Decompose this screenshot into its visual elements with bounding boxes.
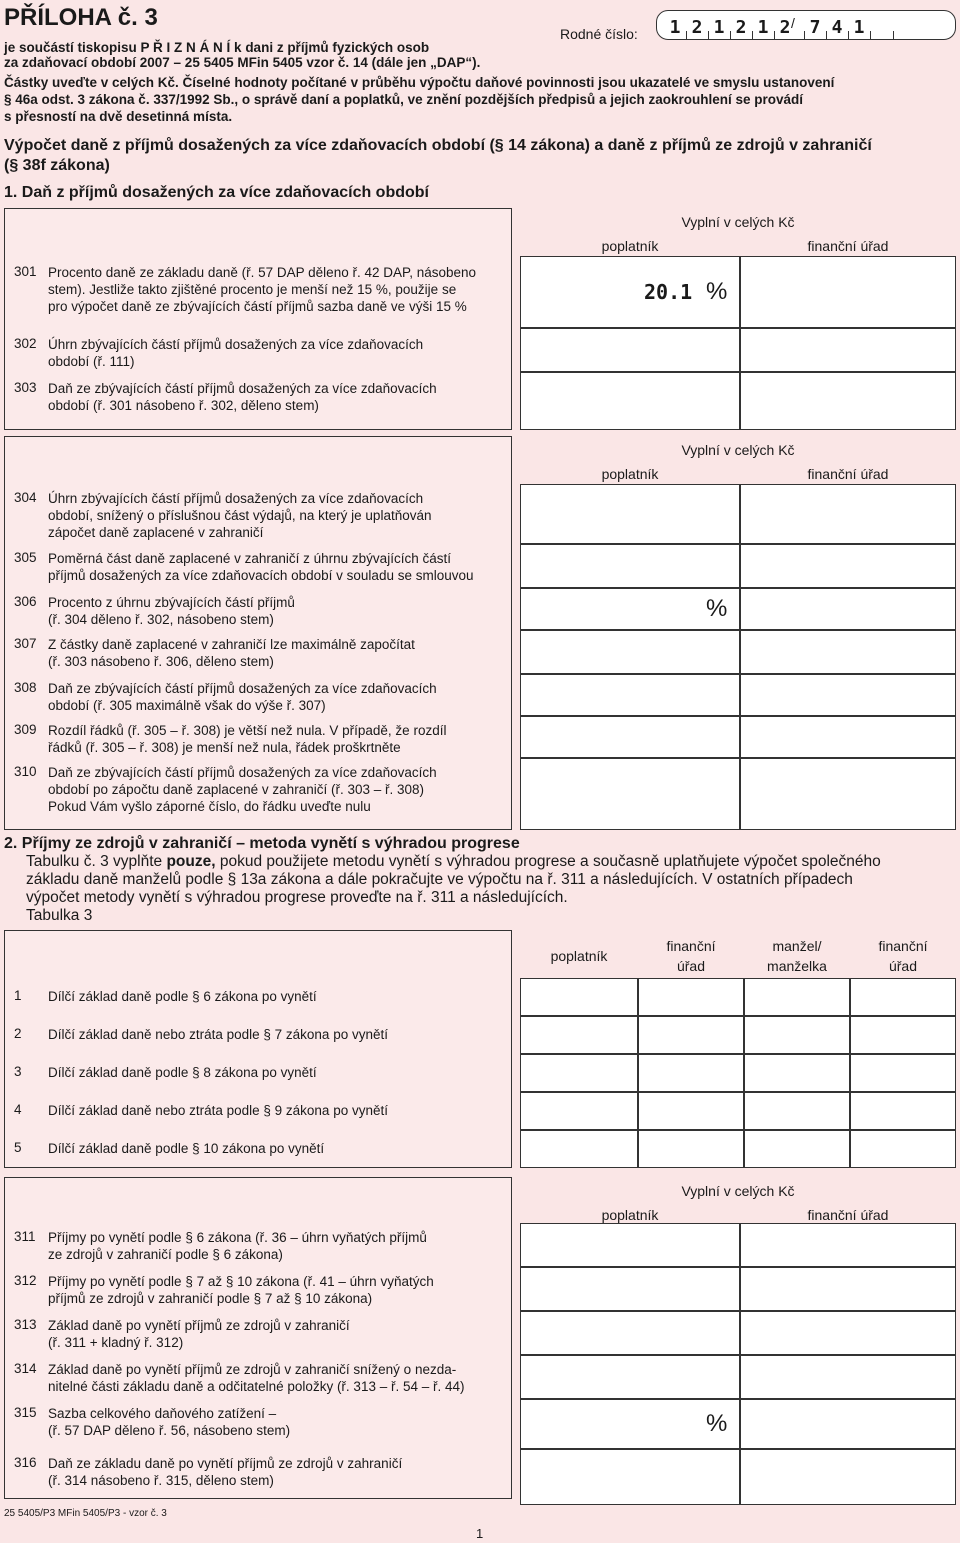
table-3-row-number-2: 2 [14,1026,22,1041]
rodne-cislo-field[interactable] [656,10,956,40]
table-section-1a [4,208,956,430]
input-cell-taxpayer-311[interactable] [520,1223,740,1267]
table-3-cell-office-2-2[interactable] [850,1016,956,1054]
row-text-312: Příjmy po vynětí podle § 7 až § 10 zákona (ř. 41 – úhrn vyňatých příjmů ze zdrojů v zahraničí podle § 7 až § 10 zákona) [48,1274,434,1306]
rodne-cislo-digit: 1 [713,17,725,38]
input-cell-taxpayer-316[interactable] [520,1449,740,1505]
input-cell-office-304[interactable] [740,484,956,544]
fill-header: Vyplní v celých Kč [681,442,795,458]
table-3-cell-office-2-3[interactable] [850,1054,956,1092]
row-number-303: 303 [14,380,37,395]
rodne-cislo-digit: 2 [691,17,703,38]
input-cell-taxpayer-305[interactable] [520,544,740,588]
table-3-cell-spouse-5[interactable] [744,1130,850,1168]
table-3-cell-office-2-1[interactable] [850,978,956,1016]
row-text-306: Procento z úhrnu zbývajících částí příjmů (ř. 304 děleno ř. 302, násobeno stem) [48,595,295,627]
table-3-cell-taxpayer-4[interactable] [520,1092,638,1130]
digit-separator-tick [752,31,753,39]
table-3-row-text-2: Dílčí základ daně nebo ztráta podle § 7 zákona po vynětí [48,1027,388,1042]
row-number-304: 304 [14,490,37,505]
row-text-315: Sazba celkového daňového zatížení – (ř. 57 DAP děleno ř. 56, násobeno stem) [48,1406,291,1438]
input-cell-office-315[interactable] [740,1399,956,1449]
input-cell-office-309[interactable] [740,716,956,758]
rodne-cislo-digit: 1 [853,17,865,38]
input-cell-office-311[interactable] [740,1223,956,1267]
row-number-312: 312 [14,1273,37,1288]
digit-separator-tick [870,31,871,39]
rodne-cislo-digit: 7 [809,17,821,38]
column-header-office: finanční úřad [807,1207,889,1223]
input-cell-office-308[interactable] [740,674,956,716]
page-title: PŘÍLOHA č. 3 [4,4,158,31]
input-cell-taxpayer-302[interactable] [520,328,740,372]
table-3-row-text-5: Dílčí základ daně podle § 10 zákona po vynětí [48,1141,325,1156]
row-text-303: Daň ze zbývajících částí příjmů dosažených za více zdaňovacích období (ř. 301 násobeno ř. 302, děleno stem) [48,381,437,413]
table-3-cell-spouse-2[interactable] [744,1016,850,1054]
table-3-cell-office-2-5[interactable] [850,1130,956,1168]
table-3-cell-taxpayer-1[interactable] [520,978,638,1016]
input-cell-office-302[interactable] [740,328,956,372]
table-3-cell-office-1-4[interactable] [638,1092,744,1130]
instructions-line-1: Částky uveďte v celých Kč. Číselné hodnoty počítané v průběhu výpočtu daňové povinnosti jsou ukazatelé ve smyslu ustanovení [4,75,835,90]
row-text-309: Rozdíl řádků (ř. 305 – ř. 308) je větší než nula. V případě, že rozdíl řádků (ř. 305 – ř. 308) je menší než nula, řádek proškrtněte [48,723,447,755]
row-value-301: 20.1 [644,280,693,304]
table-3-cell-taxpayer-3[interactable] [520,1054,638,1092]
table-3-cell-spouse-4[interactable] [744,1092,850,1130]
para-prefix: Tabulku č. 3 vyplňte [26,853,167,870]
rodne-cislo-digit: 2 [735,17,747,38]
input-cell-office-310[interactable] [740,758,956,830]
column-header-taxpayer: poplatník [601,1207,659,1223]
table-section-2 [4,1177,956,1499]
input-cell-taxpayer-308[interactable] [520,674,740,716]
input-cell-taxpayer-309[interactable] [520,716,740,758]
input-cell-taxpayer-304[interactable] [520,484,740,544]
table-3-cell-taxpayer-5[interactable] [520,1130,638,1168]
row-text-316: Daň ze základu daně po vynětí příjmů ze zdrojů v zahraničí (ř. 314 násobeno ř. 315, děleno stem) [48,1456,403,1488]
table-3-cell-office-1-1[interactable] [638,978,744,1016]
table-3-cell-office-1-5[interactable] [638,1130,744,1168]
input-cell-office-305[interactable] [740,544,956,588]
digit-separator-tick [774,31,775,39]
table-3-cell-office-1-3[interactable] [638,1054,744,1092]
row-text-301: Procento daně ze základu daně (ř. 57 DAP děleno ř. 42 DAP, násobeno stem). Jestliže takto zjištěné procento je menší než 15 %, použije se pro výpočet daně ze zbývajících částí příjmů sazba daně ve výši 15 % [48,265,477,314]
instructions [4,74,956,125]
para-bold: pouze, [166,853,216,870]
main-heading-line-1: Výpočet daně z příjmů dosažených za více zdaňovacích období (§ 14 zákona) a daně z příjmů ze zdrojů v zahraničí [4,137,872,154]
header-box [520,208,956,256]
row-number-316: 316 [14,1455,37,1470]
section-1-title: 1. Daň z příjmů dosažených za více zdaňovacích období [4,184,429,201]
row-number-310: 310 [14,764,37,779]
rodne-cislo-digit: 1 [669,17,681,38]
table-3-row-number-3: 3 [14,1064,22,1079]
rodne-cislo-digit: 4 [831,17,843,38]
rodne-cislo-digit: 2 [779,17,791,38]
input-cell-office-301[interactable] [740,256,956,328]
input-cell-office-307[interactable] [740,630,956,674]
table-3-row-text-4: Dílčí základ daně nebo ztráta podle § 9 zákona po vynětí [48,1103,388,1118]
digit-separator-tick [848,31,849,39]
table-3-row-number-4: 4 [14,1102,22,1117]
table-3-cell-spouse-1[interactable] [744,978,850,1016]
table-3-header-office-2: finanční úřad [878,938,928,974]
rodne-cislo-label: Rodné číslo: [560,26,638,42]
input-cell-office-312[interactable] [740,1267,956,1311]
input-cell-taxpayer-310[interactable] [520,758,740,830]
row-number-311: 311 [14,1229,36,1244]
digit-separator-tick [826,31,827,39]
para-rest: pokud použijete metodu vynětí s výhradou progrese a současně uplatňujete výpočet společného [215,853,881,870]
subtitle-line-2: za zdaňovací období 2007 – 25 5405 MFin 5405 vzor č. 14 (dále jen „DAP“). [4,55,481,70]
row-number-305: 305 [14,550,37,565]
column-header-taxpayer: poplatník [601,238,659,254]
table-3-label-column [4,930,512,1168]
subtitle [4,40,480,70]
digit-separator-tick [893,31,894,39]
table-3-row-number-1: 1 [14,988,22,1003]
input-cell-office-303[interactable] [740,372,956,430]
main-heading-line-2: (§ 38f zákona) [4,157,110,174]
row-number-314: 314 [14,1361,37,1376]
digit-separator-tick [804,31,805,39]
row-number-308: 308 [14,680,37,695]
input-cell-taxpayer-307[interactable] [520,630,740,674]
column-header-office: finanční úřad [807,238,889,254]
rodne-cislo-digit: 1 [757,17,769,38]
table-3-header-spouse: manžel/ manželka [767,938,827,974]
section-2-paragraph [26,853,960,925]
table-3-row-text-3: Dílčí základ daně podle § 8 zákona po vynětí [48,1065,317,1080]
footer-code: 25 5405/P3 MFin 5405/P3 - vzor č. 3 [4,1508,167,1519]
column-header-office: finanční úřad [807,466,889,482]
table-3-label: Tabulka 3 [26,907,93,924]
header-box [520,1177,956,1223]
input-cell-taxpayer-313[interactable] [520,1311,740,1355]
digit-separator-tick [708,31,709,39]
main-heading [4,136,956,176]
table-3-cell-spouse-3[interactable] [744,1054,850,1092]
row-number-313: 313 [14,1317,37,1332]
table-3-row-number-5: 5 [14,1140,22,1155]
row-text-308: Daň ze zbývajících částí příjmů dosažených za více zdaňovacích období (ř. 305 maximálně však do výše ř. 307) [48,681,437,713]
row-text-311: Příjmy po vynětí podle § 6 zákona (ř. 36 – úhrn vyňatých příjmů ze zdrojů v zahraničí podle § 6 zákona) [48,1230,427,1262]
row-text-302: Úhrn zbývajících částí příjmů dosažených za více zdaňovacích období (ř. 111) [48,337,424,369]
input-cell-taxpayer-314[interactable] [520,1355,740,1399]
header-box [520,436,956,484]
section-2-para-line-2: základu daně manželů podle § 13a zákona a dále pokračujte ve výpočtu na ř. 311 a následujících. V ostatních případech [26,871,853,888]
instructions-line-3: s přesností na dvě desetinná místa. [4,109,233,124]
section-2-para-line-3: výpočet metody vynětí s výhradou progrese proveďte na ř. 311 a následujících. [26,889,568,906]
row-text-307: Z částky daně zaplacené v zahraničí lze maximálně započítat (ř. 303 násobeno ř. 306, děleno stem) [48,637,415,669]
table-3-cell-office-2-4[interactable] [850,1092,956,1130]
page-number: 1 [476,1526,484,1541]
row-number-302: 302 [14,336,37,351]
input-cell-office-314[interactable] [740,1355,956,1399]
input-cell-office-313[interactable] [740,1311,956,1355]
table-3-cell-office-1-2[interactable] [638,1016,744,1054]
percent-sign-301: % [706,278,728,305]
row-text-305: Poměrná část daně zaplacené v zahraničí z úhrnu zbývajících částí příjmů dosažených za více zdaňovacích období v souladu se smlouvou [48,551,474,583]
row-number-315: 315 [14,1405,37,1420]
percent-sign-315: % [706,1410,728,1437]
input-cell-taxpayer-312[interactable] [520,1267,740,1311]
instructions-line-2: § 46a odst. 3 zákona č. 337/1992 Sb., o správě daní a poplatků, ve znění pozdějších předpisů a jejich zaokrouhlení se provádí [4,92,804,107]
column-header-taxpayer: poplatník [601,466,659,482]
row-text-314: Základ daně po vynětí příjmů ze zdrojů v zahraničí snížený o nezda- nitelné části základu daně a odčitatelné položky (ř. 313 – ř. 54 – ř. 44) [48,1362,465,1394]
row-text-304: Úhrn zbývajících částí příjmů dosažených za více zdaňovacích období, snížený o příslušnou část výdajů, na který je uplatňován zápočet daně zaplacené v zahraničí [48,491,432,540]
section-2-title: 2. Příjmy ze zdrojů v zahraničí – metoda vynětí s výhradou progrese [4,835,520,852]
percent-sign-306: % [706,595,728,622]
digit-separator-tick [686,31,687,39]
table-3-header-taxpayer: poplatník [550,948,608,964]
input-cell-office-316[interactable] [740,1449,956,1505]
subtitle-line-1: je součástí tiskopisu P Ř I Z N Á N Í k dani z příjmů fyzických osob [4,40,430,55]
fill-header: Vyplní v celých Kč [681,214,795,230]
input-cell-office-306[interactable] [740,588,956,630]
row-number-309: 309 [14,722,37,737]
row-number-306: 306 [14,594,37,609]
table-3-cell-taxpayer-2[interactable] [520,1016,638,1054]
row-text-310: Daň ze zbývajících částí příjmů dosažených za více zdaňovacích období po zápočtu daně zaplacené v zahraničí (ř. 303 – ř. 308) Pokud Vám vyšlo záporné číslo, do řádku uveďte nulu [48,765,437,814]
row-number-307: 307 [14,636,37,651]
table-3 [4,930,956,1168]
table-section-1b [4,436,956,830]
row-text-313: Základ daně po vynětí příjmů ze zdrojů v zahraničí (ř. 311 + kladný ř. 312) [48,1318,350,1350]
fill-header: Vyplní v celých Kč [681,1183,795,1199]
rodne-cislo-slash: / [791,15,795,31]
table-3-header-office-1: finanční úřad [666,938,716,974]
row-number-301: 301 [14,264,37,279]
section-2-para-line-1 [26,853,960,871]
table-3-row-text-1: Dílčí základ daně podle § 6 zákona po vynětí [48,989,317,1004]
digit-separator-tick [730,31,731,39]
input-cell-taxpayer-303[interactable] [520,372,740,430]
